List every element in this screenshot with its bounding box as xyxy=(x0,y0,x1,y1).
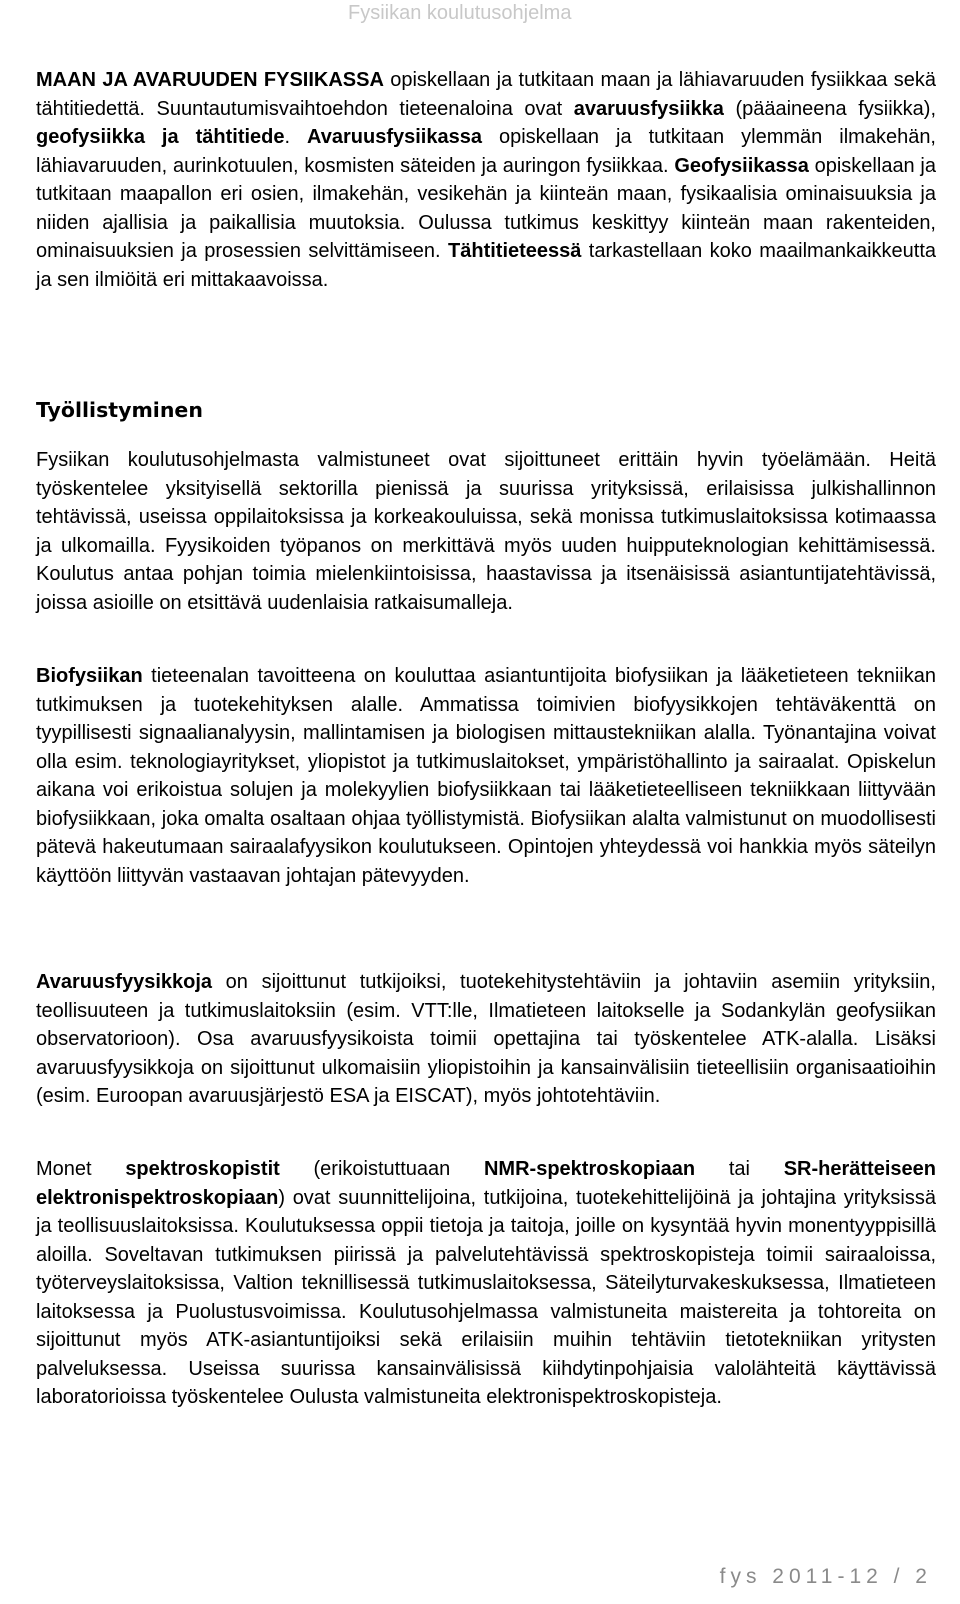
paragraph-avaruusfyysikot: Avaruusfyysikkoja on sijoittunut tutkijoiksi, tuotekehitystehtäviin ja johtaviin asemiin yrityksiin, teollisuuteen ja tutkimuslaitoksiin (esim. VTT:lle, Ilmatieteen laitokselle ja Sodankylän geofysiikan observatorioon). Osa avaruusfyysikoista toimii opettajina tai työskentelee ATK-alalla. Lisäksi avaruusfyysikkoja on sijoittunut ulkomaisiin yliopistoihin ja kansainvälisiin tieteellisiin organisaatioihin (esim. Euroopan avaruusjärjestö ESA ja EISCAT), myös johtotehtäviin. xyxy=(36,971,936,1107)
term-spektroskopistit: spektroskopistit xyxy=(125,1158,280,1180)
term-avaruusfyysikkoja: Avaruusfyysikkoja xyxy=(36,971,213,993)
paragraph-maan-ja-avaruuden-fysiikka: MAAN JA AVARUUDEN FYSIIKASSA opiskellaan ja tutkitaan maan ja lähiavaruuden fysiikkaa sekä tähtitiedettä. Suuntautumisvaihtoehdon tieteenaloina ovat avaruusfysiikka (pääaineena fysiikka), geofysiikka ja tähtitiede. Avaruusfysiikassa opiskellaan ja tutkitaan ylemmän ilmakehän, lähiavaruuden, aurinkotuulen, kosmisten säteiden ja auringon fysiikkaa. Geofysiikassa opiskellaan ja tutkitaan maapallon eri osien, ilmakehän, vesikehän ja kiinteän maan, fysikaalisia ominaisuuksia ja niiden ajallisia ja paikallisia muutoksia. Oulussa tutkimus keskittyy kiinteän maan rakenteiden, ominaisuuksien ja prosessien selvittämiseen. Tähtitieteessä tarkastellaan koko maailmankaikkeutta ja sen ilmiöitä eri mittakaavoissa. xyxy=(36,69,937,291)
term-sr: SR-herätteiseen elektronispektroskopiaan xyxy=(36,1158,936,1209)
term-avaruusfysiikassa: Avaruusfysiikassa xyxy=(307,126,482,148)
term-tahtitieteessa: Tähtitieteessä xyxy=(448,240,582,262)
section-heading-tyollistyminen: Työllistyminen xyxy=(36,398,203,422)
term-geofysiikassa: Geofysiikassa xyxy=(674,154,809,177)
page-footer: fys 2011-12 / 2 xyxy=(719,1565,932,1588)
paragraph-spektroskopistit: Monet spektroskopistit (erikoistuttuaan NMR-spektroskopiaan tai SR-herätteiseen elektronispektroskopiaan) ovat suunnittelijoina, tutkijoina, tuotekehittelijöinä ja johtajina yrityksissä ja teollisuuslaitoksissa. Koulutuksessa oppii tietoja ja taitoja, joille on kysyntää hyvin monentyyppisillä aloilla. Soveltavan tutkimuksen piirissä ja palvelutehtävissä spektroskopisteja toimii sairaaloissa, työterveyslaitoksissa, Valtion teknillisessä tutkimuslaitoksessa, Säteilyturvakeskuksessa, Ilmatieteen laitoksessa ja Puolustusvoimissa. Koulutusohjelmassa valmistuneita maistereita ja tohtoreita on sijoittunut myös ATK-asiantuntijoiksi sekä erilaisiin muihin tehtäviin tietotekniikan yritysten palveluksessa. Useissa suurissa kansainvälisissä kiihdytinpohjaisia valolähteitä käyttävissä laboratorioissa työskentelee Oulusta valmistuneita elektronispektroskopisteja. xyxy=(36,1158,936,1408)
term-nmr: NMR-spektroskopiaan xyxy=(483,1158,696,1180)
page-header: Fysiikan koulutusohjelma xyxy=(348,2,572,24)
term-avaruusfysiikka: avaruusfysiikka xyxy=(573,97,724,120)
paragraph-biofysiikka: Biofysiikan tieteenalan tavoitteena on kouluttaa asiantuntijoita biofysiikan ja lääketieteen tekniikan tutkimuksen ja tuotekehityksen alalle. Ammatissa toimivien biofyysikkojen tehtäväkenttä on tyypillisesti signaalianalyysin, mallintamisen ja biologisen mittaustekniikan alalla. Työnantajina voivat olla esim. teknologiayritykset, yliopistot ja tutkimuslaitokset, ympäristöhallinto ja sairaalat. Opiskelun aikana voi erikoistua solujen ja molekyylien biofysiikkaan tai lääketieteelliseen tekniikkaan liittyvään biofysiikkaan, joka omalta osaltaan ohjaa työllistymistä. Biofysiikan alalta valmistunut on muodollisesti pätevä hakeutumaan sairaalafyysikon koulutukseen. Opintojen yhteydessä voi hankkia myös säteilyn käyttöön liittyvän vastaavan johtajan pätevyyden. xyxy=(36,665,936,887)
term-geofysiikka: geofysiikka ja tähtitiede xyxy=(36,126,285,148)
term-biofysiikan: Biofysiikan xyxy=(36,665,143,687)
term-maan-ja-avaruuden: MAAN JA AVARUUDEN FYSIIKASSA xyxy=(36,69,384,91)
paragraph-tyollistyminen: Fysiikan koulutusohjelmasta valmistuneet ovat sijoittuneet erittäin hyvin työelämään. Heitä työskentelee yksityisellä sektorilla pienissä ja suurissa yrityksissä, erilaisissa julkishallinnon tehtävissä, useissa oppilaitoksissa ja korkeakouluissa, sekä monissa tutkimuslaitoksissa kotimaassa ja ulkomailla. Fyysikoiden työpanos on merkittävä myös uuden huipputeknologian kehittämisessä. Koulutus antaa pohjan toimia mielenkiintoisissa, haastavissa ja itsenäisissä asiantuntijatehtävissä, joissa asioille on etsittävä uudenlaisia ratkaisumalleja. xyxy=(36,449,936,614)
